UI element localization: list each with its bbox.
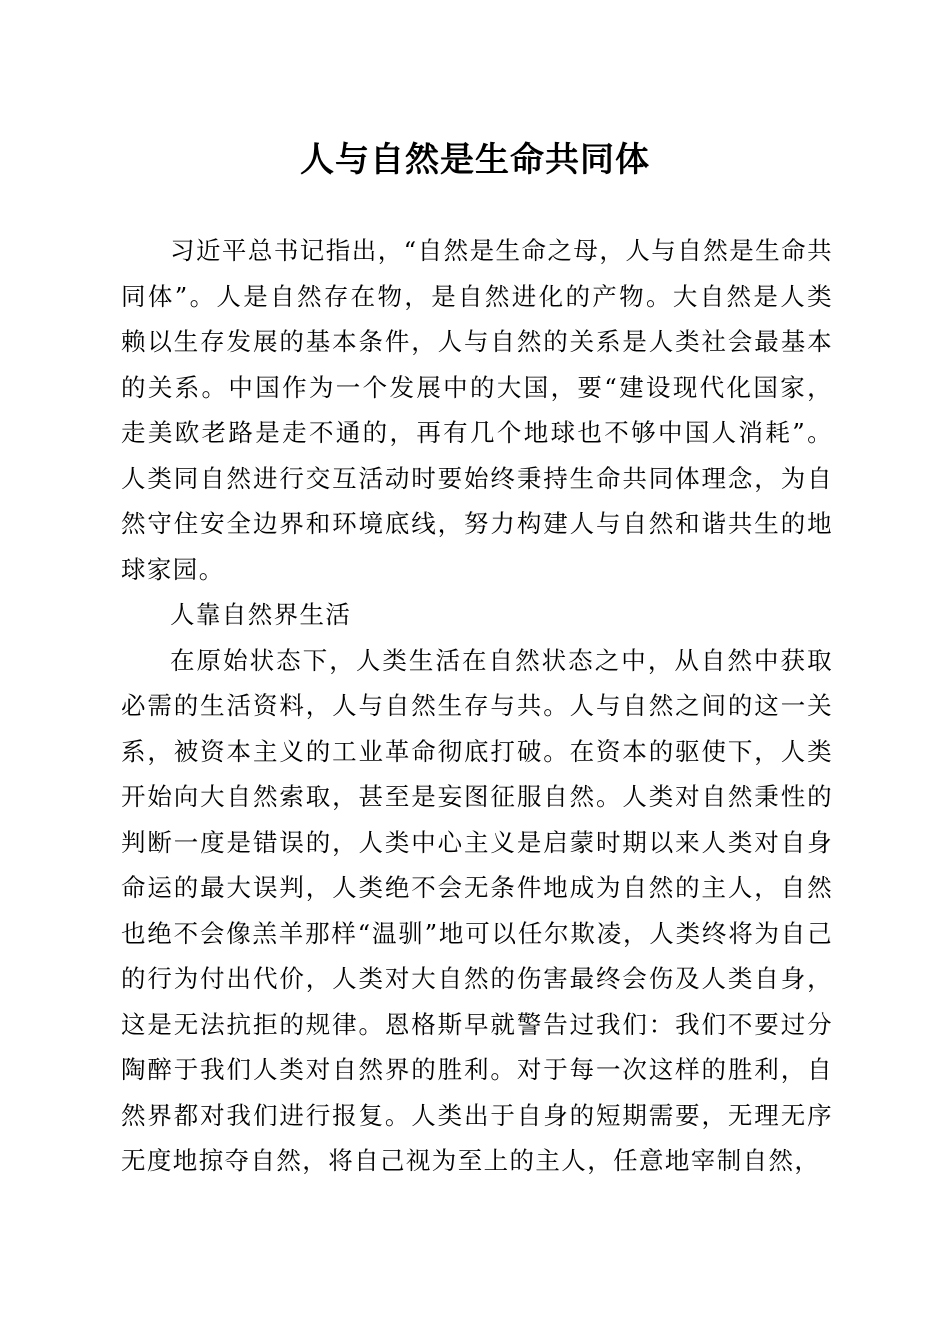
document-title: 人与自然是生命共同体 bbox=[300, 140, 650, 180]
paragraph-intro: 习近平总书记指出，“自然是生命之母，人与自然是生命共同体”。人是自然存在物，是自然进化的产物。大自然是人类赖以生存发展的基本条件，人与自然的关系是人类社会最基本的关系。中国作为一个发展中的大国，要“建设现代化国家，走美欧老路是走不通的，再有几个地球也不够中国人消耗”。人类同自然进行交互活动时要始终秉持生命共同体理念，为自然守住安全边界和环境底线，努力构建人与自然和谐共生的地球家园。 bbox=[121, 236, 833, 584]
paragraph-primitive-state: 在原始状态下，人类生活在自然状态之中，从自然中获取必需的生活资料，人与自然生存与共。人与自然之间的这一关系，被资本主义的工业革命彻底打破。在资本的驱使下，人类开始向大自然索取，甚至是妄图征服自然。人类对自然秉性的判断一度是错误的，人类中心主义是启蒙时期以来人类对自身命运的最大误判，人类绝不会无条件地成为自然的主人，自然也绝不会像羔羊那样“温驯”地可以任尔欺凌，人类终将为自己的行为付出代价，人类对大自然的伤害最终会伤及人类自身，这是无法抗拒的规律。恩格斯早就警告过我们：我们不要过分陶醉于我们人类对自然界的胜利。对于每一次这样的胜利，自然界都对我们进行报复。人类出于自身的短期需要，无理无序无度地掠夺自然，将自己视为至上的主人，任意地宰制自然， bbox=[121, 645, 833, 1175]
section-heading: 人靠自然界生活 bbox=[170, 600, 352, 629]
document-body bbox=[121, 228, 833, 1184]
